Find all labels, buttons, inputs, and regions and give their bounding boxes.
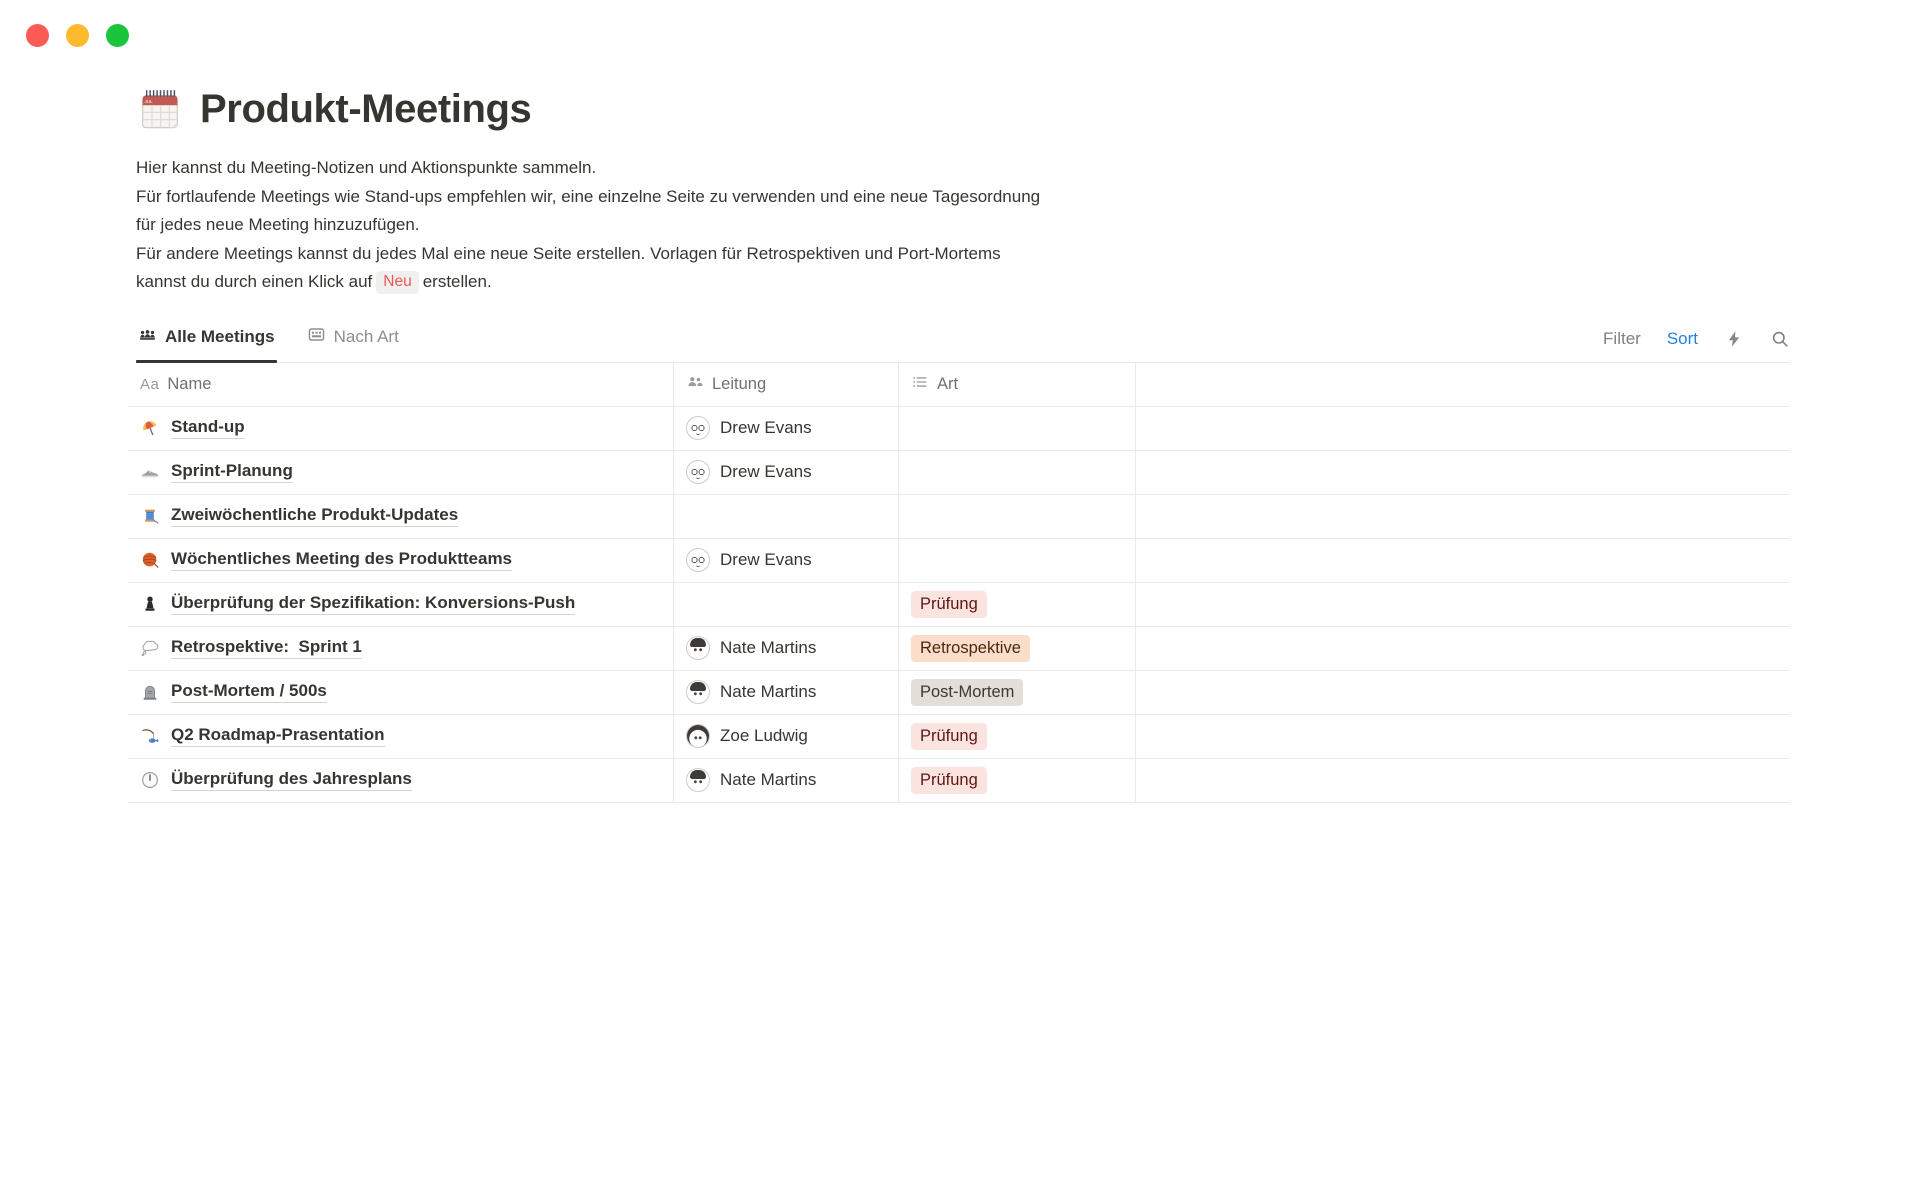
tag-cell[interactable] (899, 627, 1136, 671)
description-line: für jedes neue Meeting hinzuzufügen. (136, 215, 420, 234)
avatar (686, 768, 710, 792)
meeting-page-link[interactable]: Überprüfung der Spezifikation: Konversions-Push (171, 593, 575, 615)
leader-cell[interactable] (674, 671, 899, 715)
tag-badge: Retrospektive (911, 635, 1030, 662)
table-row (128, 715, 1790, 759)
meeting-page-link[interactable]: Überprüfung des Jahresplans (171, 769, 412, 791)
description-text: kannst du durch einen Klick auf (136, 272, 373, 291)
leader-name: Drew Evans (720, 550, 812, 569)
leader-cell[interactable] (674, 627, 899, 671)
leader-cell[interactable] (674, 715, 899, 759)
empty-cell[interactable] (1136, 539, 1790, 583)
name-cell[interactable] (128, 671, 674, 715)
name-cell[interactable] (128, 583, 674, 627)
leader-cell[interactable] (674, 407, 899, 451)
leader-cell[interactable] (674, 451, 899, 495)
tag-badge: Post-Mortem (911, 679, 1023, 706)
headstone-icon (140, 682, 160, 702)
page-description (136, 154, 1790, 297)
name-cell[interactable] (128, 759, 674, 803)
thread-spool-icon (140, 506, 160, 526)
description-line: Hier kannst du Meeting-Notizen und Aktionspunkte sammeln. (136, 158, 597, 177)
avatar (686, 680, 710, 704)
minimize-button[interactable] (66, 24, 89, 47)
sort-button[interactable]: Sort (1666, 328, 1698, 348)
leader-name: Nate Martins (720, 682, 817, 701)
page-content (136, 80, 1790, 803)
leader-cell[interactable] (674, 759, 899, 803)
column-header-name[interactable] (128, 363, 674, 407)
description-line (136, 268, 1790, 297)
meetings-table (128, 363, 1790, 803)
tag-cell[interactable] (899, 671, 1136, 715)
running-shoe-icon (140, 462, 160, 482)
table-row (128, 671, 1790, 715)
empty-cell[interactable] (1136, 495, 1790, 539)
people-icon (686, 373, 704, 396)
table-row (128, 627, 1790, 671)
spiral-calendar-icon[interactable] (136, 85, 184, 133)
table-header-row (128, 363, 1790, 407)
tab-label: Nach Art (333, 326, 399, 346)
tag-cell[interactable] (899, 759, 1136, 803)
umbrella-icon (140, 418, 160, 438)
leader-name: Drew Evans (720, 462, 812, 481)
column-header-empty[interactable] (1136, 363, 1790, 407)
tag-badge: Prüfung (911, 767, 987, 794)
column-label: Art (937, 374, 959, 393)
leader-cell[interactable] (674, 495, 899, 539)
meeting-page-link[interactable]: Retrospektive: Sprint 1 (171, 637, 362, 659)
name-cell[interactable] (128, 627, 674, 671)
column-header-leitung[interactable] (674, 363, 899, 407)
column-header-art[interactable] (899, 363, 1136, 407)
name-cell[interactable] (128, 451, 674, 495)
meeting-page-link[interactable]: Wöchentliches Meeting des Produktteams (171, 549, 512, 571)
bulleted-list-icon (911, 373, 929, 396)
empty-cell[interactable] (1136, 627, 1790, 671)
chess-pawn-icon (140, 594, 160, 614)
clock-twelve-icon (140, 770, 160, 790)
table-row (128, 583, 1790, 627)
search-icon[interactable] (1770, 329, 1790, 349)
lightning-bolt-icon[interactable] (1724, 329, 1744, 349)
avatar (686, 548, 710, 572)
empty-cell[interactable] (1136, 671, 1790, 715)
name-cell[interactable] (128, 539, 674, 583)
text-property-icon: Aa (140, 375, 160, 393)
tag-cell[interactable] (899, 539, 1136, 583)
meeting-page-link[interactable]: Post-Mortem / 500s (171, 681, 327, 703)
filter-button[interactable]: Filter (1603, 328, 1641, 348)
page-title: Produkt-Meetings (200, 86, 532, 131)
leader-cell[interactable] (674, 583, 899, 627)
table-row (128, 451, 1790, 495)
description-text: erstellen. (422, 272, 492, 291)
people-table-view-icon (138, 325, 157, 349)
view-tabs (136, 317, 401, 362)
table-row (128, 495, 1790, 539)
tab-alle-meetings[interactable] (136, 317, 277, 362)
table-row (128, 759, 1790, 803)
tag-badge: Prüfung (911, 591, 987, 618)
window-controls (26, 24, 129, 47)
thought-balloon-icon (140, 638, 160, 658)
neu-badge: Neu (376, 271, 418, 294)
leader-name: Zoe Ludwig (720, 726, 808, 745)
page-header (136, 80, 1790, 138)
leader-name: Drew Evans (720, 418, 812, 437)
view-toolbar (136, 317, 1790, 363)
meeting-page-link[interactable]: Zweiwöchentliche Produkt-Updates (171, 505, 458, 527)
meeting-page-link[interactable]: Sprint-Planung (171, 461, 293, 483)
tag-cell[interactable] (899, 495, 1136, 539)
svg-text:JUL: JUL (144, 99, 153, 105)
leader-name: Nate Martins (720, 638, 817, 657)
tag-cell[interactable] (899, 407, 1136, 451)
avatar (686, 460, 710, 484)
empty-cell[interactable] (1136, 759, 1790, 803)
tag-cell[interactable] (899, 583, 1136, 627)
fishing-pole-icon (140, 726, 160, 746)
tab-label: Alle Meetings (165, 326, 275, 346)
avatar (686, 416, 710, 440)
empty-cell[interactable] (1136, 583, 1790, 627)
table-row (128, 539, 1790, 583)
description-line: Für andere Meetings kannst du jedes Mal eine neue Seite erstellen. Vorlagen für Retrospektiven und Port-Mortems (136, 243, 1001, 263)
tag-cell[interactable] (899, 715, 1136, 759)
board-view-icon (307, 325, 326, 349)
name-cell[interactable] (128, 495, 674, 539)
description-line: Für fortlaufende Meetings wie Stand-ups empfehlen wir, eine einzelne Seite zu verwenden und eine neue Tagesordnung (136, 186, 1041, 206)
leader-name: Nate Martins (720, 770, 817, 789)
toolbar-controls (1603, 329, 1790, 362)
empty-cell[interactable] (1136, 451, 1790, 495)
table-row (128, 407, 1790, 451)
avatar (686, 636, 710, 660)
name-cell[interactable] (128, 715, 674, 759)
meeting-page-link[interactable]: Stand-up (171, 417, 245, 439)
column-label: Name (167, 374, 212, 393)
name-cell[interactable] (128, 407, 674, 451)
zoom-button[interactable] (106, 24, 129, 47)
yarn-ball-icon (140, 550, 160, 570)
meeting-page-link[interactable]: Q2 Roadmap-Prasentation (171, 725, 385, 747)
empty-cell[interactable] (1136, 407, 1790, 451)
close-button[interactable] (26, 24, 49, 47)
tag-cell[interactable] (899, 451, 1136, 495)
avatar (686, 724, 710, 748)
tag-badge: Prüfung (911, 723, 987, 750)
empty-cell[interactable] (1136, 715, 1790, 759)
column-label: Leitung (712, 374, 767, 393)
tab-nach-art[interactable] (305, 317, 401, 362)
leader-cell[interactable] (674, 539, 899, 583)
